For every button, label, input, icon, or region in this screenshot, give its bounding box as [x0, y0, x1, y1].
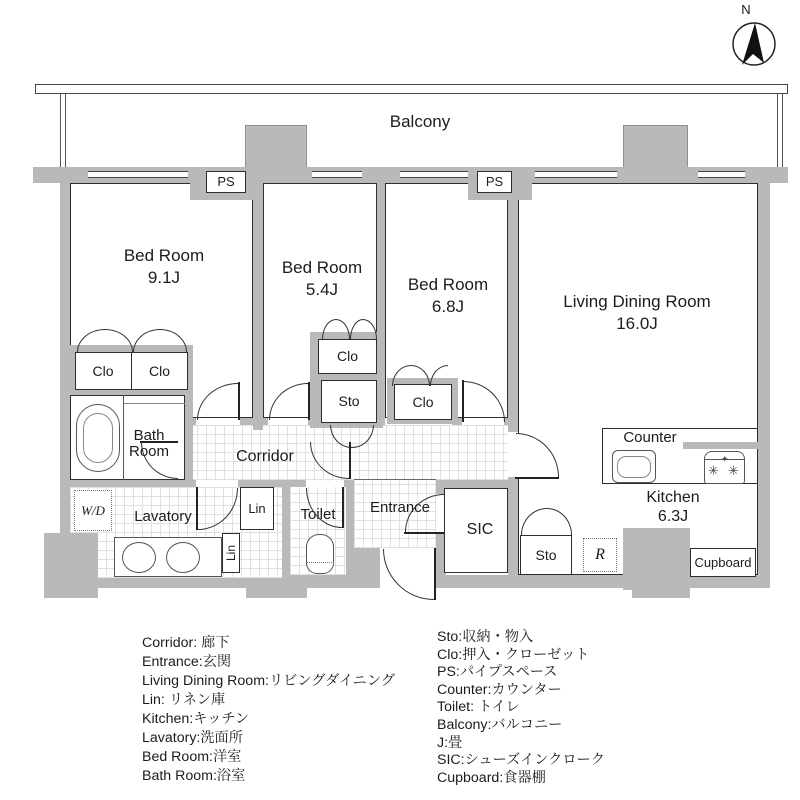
- bed3-size: 6.8J: [431, 297, 465, 316]
- linen-label: Lin: [224, 544, 239, 562]
- wall: [185, 395, 193, 480]
- wall: [70, 480, 196, 487]
- bath-shelf: [124, 403, 185, 404]
- wall: [452, 418, 462, 425]
- ps-label-box: [206, 171, 246, 193]
- bathtub-inner: [83, 413, 113, 463]
- legend-item: PS:パイプスペース: [437, 664, 558, 681]
- linen-label: Lin: [248, 501, 266, 516]
- door-leaf: [342, 487, 344, 528]
- toilet-label: Toilet: [300, 506, 336, 523]
- stove-burner-icon: ✳: [708, 463, 719, 478]
- counter-half-wall: [683, 442, 762, 449]
- wall: [436, 533, 444, 575]
- pillar: [623, 528, 690, 590]
- cupboard-label: Cupboard: [694, 555, 752, 570]
- balcony-rail: [35, 84, 788, 94]
- bed3-name: Bed Room: [407, 275, 489, 294]
- door-leaf: [349, 442, 351, 479]
- window: [698, 171, 745, 178]
- legend-item: Living Dining Room:リビングダイニング: [142, 673, 395, 689]
- wall: [240, 418, 268, 425]
- bed2-name: Bed Room: [281, 258, 363, 277]
- closet-label: Clo: [92, 363, 114, 379]
- legend-item: Bath Room:浴室: [142, 768, 246, 784]
- sink-basin: [166, 542, 200, 573]
- refrigerator-label: R: [595, 546, 605, 563]
- ps-label: PS: [217, 174, 235, 189]
- closet-label: Clo: [336, 348, 358, 364]
- bed2-size: 5.4J: [305, 280, 339, 299]
- bed1-size: 9.1J: [147, 268, 181, 287]
- front-door-leaf: [434, 548, 436, 600]
- storage-label: Sto: [338, 393, 360, 409]
- ps-label-box: [477, 171, 512, 193]
- legend-item: J:畳: [437, 734, 463, 751]
- legend-item: Entrance:玄関: [142, 654, 232, 670]
- legend-item: Bed Room:洋室: [142, 749, 242, 765]
- legend-item: Sto:収納・物入: [437, 629, 534, 645]
- wall: [60, 167, 70, 578]
- sink-basin: [122, 542, 156, 573]
- closet-label: Clo: [148, 363, 170, 379]
- toilet-bowl: [306, 534, 334, 574]
- toilet-seat-line: [306, 562, 334, 563]
- entrance-step-line: [354, 479, 436, 480]
- washer-dryer-label: W/D: [81, 503, 105, 518]
- legend-left: [142, 634, 442, 786]
- ldr-size: 16.0J: [616, 314, 658, 333]
- window: [88, 171, 188, 178]
- legend-item: SIC:シューズインクローク: [437, 752, 605, 769]
- legend-item: Kitchen:キッチン: [142, 711, 250, 727]
- stove-burner-icon: ✳: [728, 463, 739, 478]
- front-door-arc: [383, 549, 434, 600]
- balcony-support: [60, 94, 66, 167]
- legend-right: [437, 629, 697, 787]
- wall: [758, 167, 770, 588]
- window: [535, 171, 617, 178]
- sic-label: SIC: [466, 521, 494, 538]
- wall: [253, 183, 263, 430]
- legend-item: Toilet: トイレ: [437, 699, 520, 716]
- door-leaf: [515, 477, 559, 479]
- lavatory-label: Lavatory: [134, 508, 192, 525]
- wall: [632, 583, 690, 598]
- kitchen-sink-inner: [617, 456, 651, 478]
- compass-north-label: N: [741, 2, 751, 17]
- window: [400, 171, 468, 178]
- ldr-name: Living Dining Room: [563, 292, 711, 311]
- door-leaf: [308, 382, 310, 420]
- wall: [188, 418, 196, 425]
- bath-label: Bath: [133, 427, 165, 444]
- compass-icon: [714, 6, 796, 78]
- balcony-support: [777, 94, 783, 167]
- bath-label: Room: [128, 443, 169, 460]
- legend-item: Balcony:バルコニー: [437, 716, 563, 733]
- entrance-label: Entrance: [369, 499, 431, 516]
- window: [312, 171, 362, 178]
- legend-item: Clo:押入・クローゼット: [437, 646, 590, 663]
- kitchen-size: 6.3J: [657, 508, 689, 525]
- legend-item: Corridor: 廊下: [142, 635, 230, 651]
- kitchen-name: Kitchen: [646, 489, 700, 506]
- legend-item: Counter:カウンター: [437, 681, 562, 698]
- wall: [346, 548, 380, 588]
- balcony-label: Balcony: [389, 112, 451, 131]
- counter-label: Counter: [623, 429, 677, 446]
- storage-label: Sto: [535, 547, 557, 563]
- legend-item: Lin: リネン庫: [142, 692, 226, 708]
- door-leaf: [238, 382, 240, 420]
- wall: [238, 480, 306, 487]
- wall: [436, 480, 518, 488]
- linen-closet-vertical: [222, 533, 240, 573]
- closet-label: Clo: [412, 394, 434, 410]
- wall: [282, 487, 290, 578]
- legend-item: Lavatory:洗面所: [142, 730, 243, 746]
- stove-burner-icon: ✦: [721, 454, 729, 464]
- legend-item: Cupboard:食器棚: [437, 769, 546, 786]
- wall: [508, 477, 518, 588]
- wall: [246, 583, 307, 598]
- ps-label: PS: [485, 174, 504, 189]
- corridor-label: Corridor: [236, 448, 294, 465]
- bed1-name: Bed Room: [123, 246, 205, 265]
- door-leaf: [404, 532, 444, 534]
- wall: [44, 533, 98, 598]
